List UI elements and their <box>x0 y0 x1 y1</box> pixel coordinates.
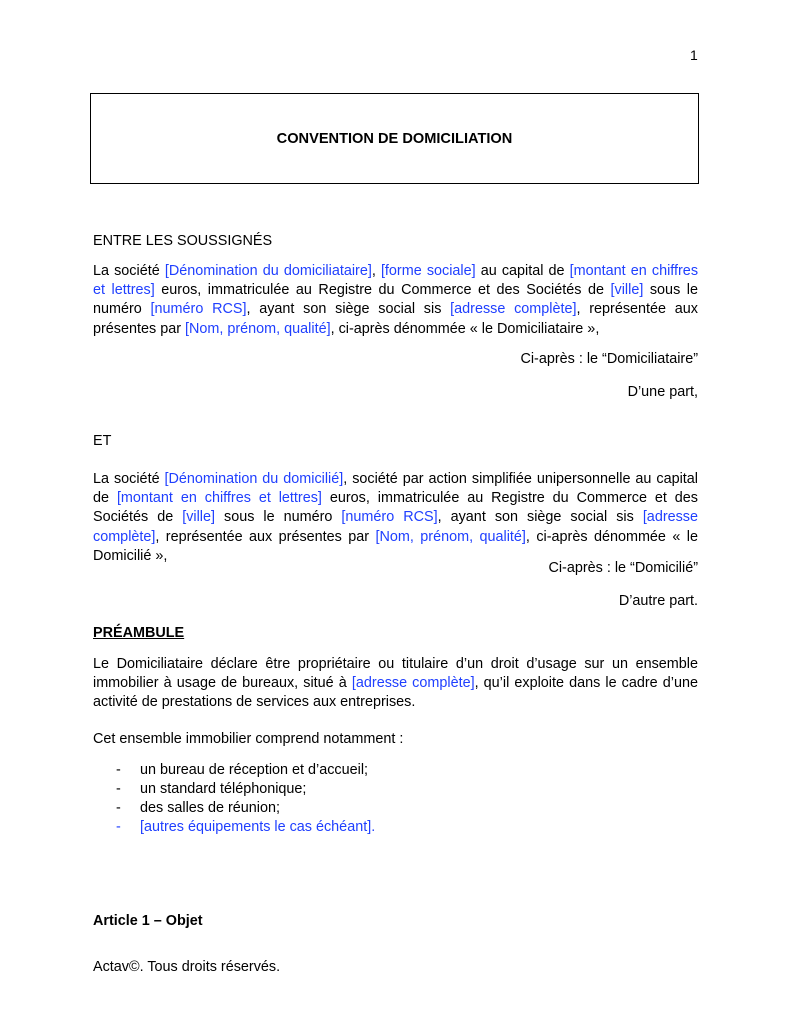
placeholder-adresse: [adresse complète] <box>450 301 577 318</box>
preambule-text: , qu’il exploite dans le cadre d’une activité de prestations de services aux entreprises. <box>93 675 698 711</box>
party2-text: , représentée aux présentes par <box>155 528 376 545</box>
placeholder-montant: [montant en chiffres et lettres] <box>116 490 322 507</box>
party2-text: La société <box>93 471 165 487</box>
page-number: 1 <box>690 47 698 63</box>
list-dash: - <box>116 800 121 816</box>
party1-text: au capital de <box>475 263 570 279</box>
list-item-text: un standard téléphonique; <box>140 781 307 797</box>
placeholder-numero-rcs: [numéro RCS] <box>150 301 247 318</box>
party1-text: sous le numéro <box>93 282 698 318</box>
placeholder-denomination-domiciliataire: [Dénomination du domiciliataire] <box>164 263 372 279</box>
preambule-heading: PRÉAMBULE <box>93 625 185 641</box>
placeholder-ville: [ville] <box>182 509 216 526</box>
title-box <box>90 93 699 184</box>
party2-text: sous le numéro <box>215 509 342 526</box>
party1-paragraph <box>93 262 698 339</box>
party1-text: La société <box>93 263 165 279</box>
placeholder-adresse: [adresse complète] <box>351 675 475 692</box>
party2-alias: Ci-après : le “Domicilié” <box>548 560 698 576</box>
parties-heading: ENTRE LES SOUSSIGNÉS <box>93 233 273 249</box>
footer-copyright: Actav©. Tous droits réservés. <box>93 959 281 975</box>
preambule-paragraph-2: Cet ensemble immobilier comprend notamment : <box>93 731 404 747</box>
placeholder-denomination-domicilie: [Dénomination du domicilié] <box>164 471 344 487</box>
list-dash: - <box>116 819 121 835</box>
list-item-text: [autres équipements le cas échéant]. <box>140 819 376 835</box>
party1-text: euros, immatriculée au Registre du Commerce et des Sociétés de <box>154 282 611 299</box>
party1-text: , <box>371 263 381 279</box>
placeholder-forme-sociale: [forme sociale] <box>380 263 476 279</box>
party2-text: , ayant son siège social sis <box>437 509 643 526</box>
placeholder-numero-rcs: [numéro RCS] <box>341 509 438 526</box>
list-item-text: des salles de réunion; <box>140 800 280 816</box>
placeholder-montant: [montant en chiffres et lettres] <box>93 263 699 299</box>
et-separator: ET <box>93 433 112 449</box>
party1-text: , ci-après dénommée « le Domiciliataire », <box>330 320 600 337</box>
placeholder-ville: [ville] <box>610 282 644 299</box>
placeholder-nom-prenom-qualite: [Nom, prénom, qualité] <box>185 320 331 337</box>
party1-part: D’une part, <box>627 384 698 400</box>
party2-text: , société par action simplifiée unipersonnelle au capital de <box>93 471 698 507</box>
list-item <box>93 818 375 837</box>
placeholder-nom-prenom-qualite: [Nom, prénom, qualité] <box>375 528 526 545</box>
placeholder-adresse: [adresse complète] <box>93 509 699 545</box>
list-item-text: un bureau de réception et d’accueil; <box>140 762 369 778</box>
party1-text: , ayant son siège social sis <box>246 301 451 318</box>
list-dash: - <box>116 781 121 797</box>
document-title: CONVENTION DE DOMICILIATION <box>276 130 513 147</box>
list-item <box>93 780 375 799</box>
article-1-heading: Article 1 – Objet <box>93 913 203 929</box>
party2-part: D’autre part. <box>618 593 698 609</box>
party1-text: , représentée aux présentes par <box>93 301 698 337</box>
party1-alias: Ci-après : le “Domiciliataire” <box>520 351 698 367</box>
list-item <box>93 799 375 818</box>
list-item <box>93 761 375 780</box>
party2-paragraph <box>93 470 698 566</box>
list-dash: - <box>116 762 121 778</box>
party2-text: , ci-après dénommée « le Domicilié », <box>93 528 698 564</box>
equipment-list <box>93 761 375 837</box>
party2-text: euros, immatriculée au Registre du Commerce et des Sociétés de <box>93 490 698 526</box>
preambule-text: Le Domiciliataire déclare être propriétaire ou titulaire d’un droit d’usage sur un ensemble immobilier à usage de bureaux, situé à <box>93 656 698 692</box>
preambule-paragraph-1 <box>93 655 698 713</box>
